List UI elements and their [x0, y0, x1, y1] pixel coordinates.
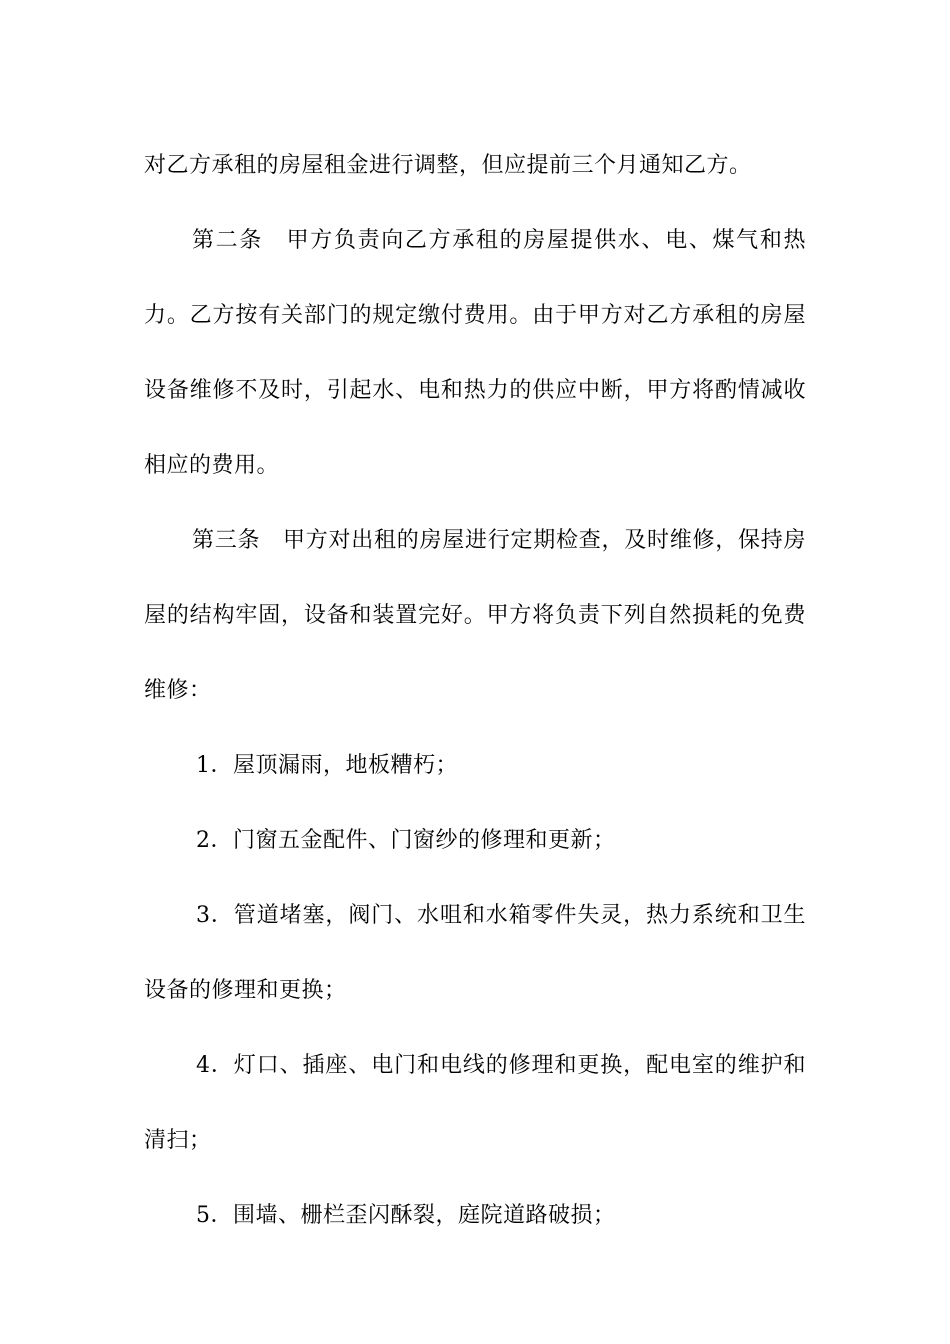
- list-item-4: 4．灯口、插座、电门和电线的修理和更换，配电室的维护和清扫；: [144, 1053, 806, 1153]
- document-body: [144, 128, 806, 1253]
- paragraph-continuation: 对乙方承租的房屋租金进行调整，但应提前三个月通知乙方。: [144, 153, 752, 178]
- list-item-2: 2．门窗五金配件、门窗纱的修理和更新；: [196, 828, 616, 853]
- list-item-5: 5．围墙、栅栏歪闪酥裂，庭院道路破损；: [196, 1203, 616, 1228]
- paragraph-article-2: 第二条 甲方负责向乙方承租的房屋提供水、电、煤气和热力。乙方按有关部门的规定缴付费用。由于甲方对乙方承租的房屋设备维修不及时，引起水、电和热力的供应中断，甲方将酌情减收相应的费用。: [144, 228, 806, 478]
- paragraph-article-3: 第三条 甲方对出租的房屋进行定期检查，及时维修，保持房屋的结构牢固，设备和装置完好。甲方将负责下列自然损耗的免费维修：: [144, 528, 806, 703]
- list-item-1: 1．屋顶漏雨，地板糟朽；: [196, 753, 458, 778]
- list-item-3: 3．管道堵塞，阀门、水咀和水箱零件失灵，热力系统和卫生设备的修理和更换；: [144, 903, 806, 1003]
